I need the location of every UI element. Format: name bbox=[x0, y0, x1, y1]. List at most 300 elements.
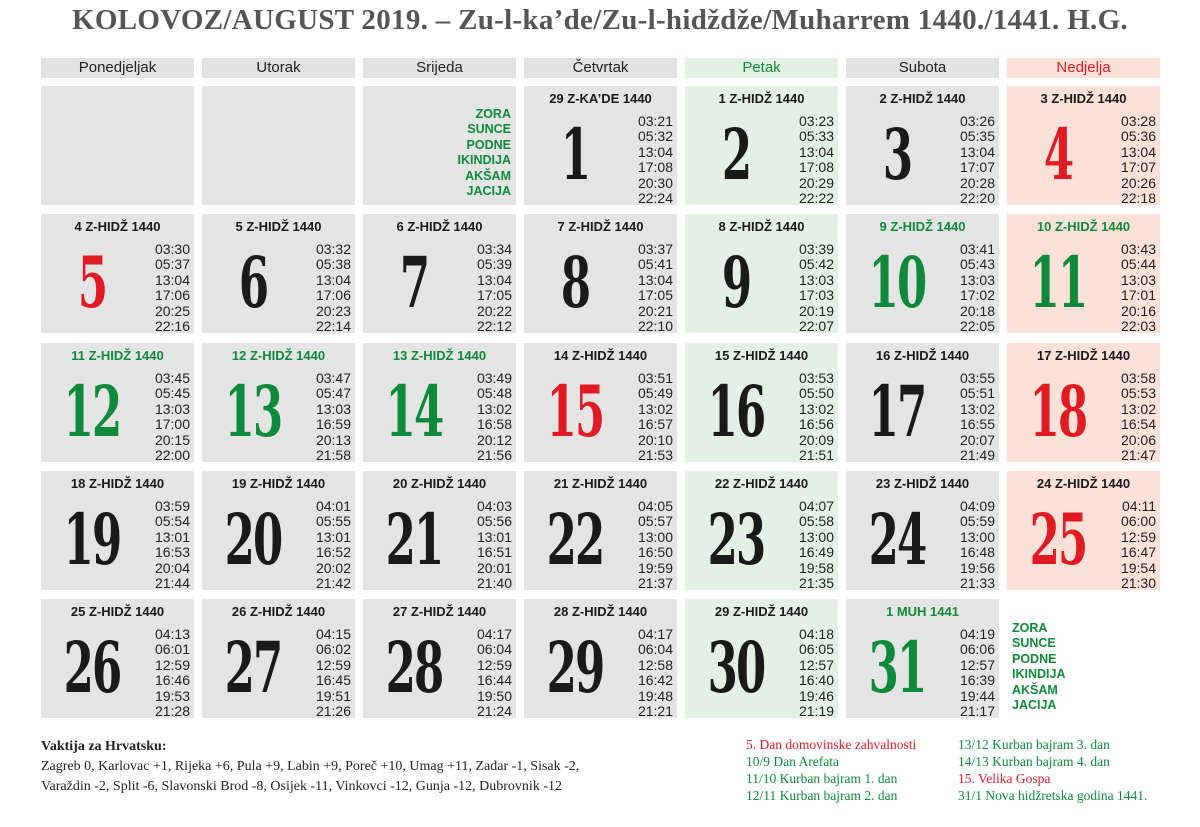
prayer-time: 22:22 bbox=[798, 190, 834, 205]
hijri-date: 25 Z-HIDŽ 1440 bbox=[70, 604, 165, 619]
prayer-time: 03:30 bbox=[154, 241, 190, 257]
prayer-time: 17:03 bbox=[798, 287, 834, 304]
prayer-time: 20:16 bbox=[1120, 302, 1156, 319]
day-cell-23 bbox=[685, 471, 838, 590]
day-header-5: Petak bbox=[685, 58, 838, 78]
prayer-name: ZORA bbox=[1012, 621, 1048, 635]
prayer-time: 16:44 bbox=[476, 672, 512, 689]
prayer-time: 16:54 bbox=[1120, 416, 1156, 433]
prayer-time: 22:05 bbox=[959, 318, 995, 333]
day-number: 12 bbox=[63, 370, 121, 453]
prayer-times bbox=[1121, 371, 1156, 462]
prayer-time: 04:03 bbox=[476, 498, 512, 514]
prayer-time: 04:17 bbox=[637, 626, 673, 642]
prayer-time: 20:26 bbox=[1120, 174, 1156, 191]
prayer-names-top bbox=[363, 107, 511, 199]
prayer-time: 16:57 bbox=[637, 416, 673, 433]
prayer-name: AKŠAM bbox=[1012, 682, 1058, 697]
day-cell-14 bbox=[363, 343, 516, 462]
holiday-item: 14/13 Kurban bajram 4. dan bbox=[958, 754, 1110, 769]
prayer-time: 17:02 bbox=[959, 287, 995, 304]
prayer-time: 20:22 bbox=[476, 302, 512, 319]
prayer-time: 05:41 bbox=[637, 256, 673, 273]
vaktija-title: Vaktija za Hrvatsku: bbox=[41, 739, 167, 754]
prayer-time: 21:19 bbox=[798, 703, 834, 718]
prayer-times bbox=[960, 499, 995, 590]
hijri-date: 27 Z-HIDŽ 1440 bbox=[392, 604, 487, 619]
prayer-time: 21:44 bbox=[154, 575, 190, 590]
prayer-time: 17:01 bbox=[1120, 287, 1156, 304]
day-number: 2 bbox=[721, 113, 751, 196]
prayer-time: 05:47 bbox=[315, 385, 351, 402]
day-cell-5 bbox=[41, 214, 194, 333]
prayer-time: 19:59 bbox=[637, 559, 673, 576]
prayer-time: 05:55 bbox=[315, 513, 351, 530]
empty-cell bbox=[41, 86, 194, 205]
prayer-time: 03:41 bbox=[959, 241, 995, 257]
prayer-time: 05:48 bbox=[476, 385, 512, 402]
prayer-time: 13:04 bbox=[1120, 143, 1156, 160]
day-number: 14 bbox=[385, 370, 443, 453]
prayer-times bbox=[799, 114, 834, 205]
prayer-time: 16:51 bbox=[476, 544, 512, 561]
day-number: 29 bbox=[546, 626, 604, 709]
day-cell-29 bbox=[524, 599, 677, 718]
prayer-time: 22:00 bbox=[154, 447, 190, 462]
prayer-times bbox=[1121, 499, 1156, 590]
prayer-time: 05:44 bbox=[1120, 256, 1156, 273]
day-number: 24 bbox=[868, 498, 926, 581]
prayer-name: JACIJA bbox=[466, 184, 511, 199]
prayer-time: 13:02 bbox=[637, 400, 673, 417]
hijri-date: 1 MUH 1441 bbox=[886, 604, 959, 619]
day-cell-28 bbox=[363, 599, 516, 718]
day-number: 25 bbox=[1029, 498, 1087, 581]
prayer-time: 06:02 bbox=[315, 641, 351, 658]
prayer-time: 21:42 bbox=[315, 575, 351, 590]
prayer-time: 04:07 bbox=[798, 498, 834, 514]
day-cell-30 bbox=[685, 599, 838, 718]
hijri-date: 23 Z-HIDŽ 1440 bbox=[875, 476, 970, 491]
prayer-time: 05:35 bbox=[959, 128, 995, 145]
prayer-time: 03:32 bbox=[315, 241, 351, 257]
prayer-time: 03:59 bbox=[154, 498, 190, 514]
hijri-date: 2 Z-HIDŽ 1440 bbox=[879, 91, 966, 106]
prayer-name: PODNE bbox=[1012, 651, 1057, 666]
day-cell-27 bbox=[202, 599, 355, 718]
empty-cell bbox=[202, 86, 355, 205]
prayer-time: 21:56 bbox=[476, 447, 512, 462]
prayer-time: 20:15 bbox=[154, 431, 190, 448]
prayer-time: 17:06 bbox=[315, 287, 351, 304]
prayer-time: 16:39 bbox=[959, 672, 995, 689]
day-cell-7 bbox=[363, 214, 516, 333]
prayer-times bbox=[960, 242, 995, 333]
prayer-time: 13:01 bbox=[476, 528, 512, 545]
prayer-time: 20:01 bbox=[476, 559, 512, 576]
prayer-time: 22:18 bbox=[1120, 190, 1156, 205]
day-cell-31 bbox=[846, 599, 999, 718]
prayer-time: 03:45 bbox=[154, 370, 190, 386]
prayer-time: 12:59 bbox=[154, 656, 190, 673]
prayer-time: 03:21 bbox=[637, 113, 673, 129]
day-cell-10 bbox=[846, 214, 999, 333]
day-cell-1 bbox=[524, 86, 677, 205]
prayer-time: 06:00 bbox=[1120, 513, 1156, 530]
prayer-times bbox=[638, 627, 673, 718]
day-cell-20 bbox=[202, 471, 355, 590]
prayer-time: 22:24 bbox=[637, 190, 673, 205]
prayer-time: 19:48 bbox=[637, 687, 673, 704]
prayer-time: 04:11 bbox=[1122, 498, 1156, 514]
prayer-times bbox=[477, 242, 512, 333]
prayer-time: 06:05 bbox=[798, 641, 834, 658]
prayer-time: 21:47 bbox=[1120, 447, 1156, 462]
day-number: 4 bbox=[1043, 113, 1073, 196]
day-header-6: Subota bbox=[846, 58, 999, 78]
prayer-time: 21:58 bbox=[315, 447, 351, 462]
prayer-time: 03:53 bbox=[798, 370, 834, 386]
hijri-date: 24 Z-HIDŽ 1440 bbox=[1036, 476, 1131, 491]
prayer-time: 19:56 bbox=[959, 559, 995, 576]
prayer-time: 20:09 bbox=[798, 431, 834, 448]
vaktija-info bbox=[41, 737, 579, 797]
prayer-time: 05:50 bbox=[798, 385, 834, 402]
day-number: 10 bbox=[868, 241, 926, 324]
day-number: 28 bbox=[385, 626, 443, 709]
day-cell-9 bbox=[685, 214, 838, 333]
prayer-time: 04:15 bbox=[315, 626, 351, 642]
hijri-date: 9 Z-HIDŽ 1440 bbox=[879, 219, 966, 234]
hijri-date: 22 Z-HIDŽ 1440 bbox=[714, 476, 809, 491]
holiday-list-1 bbox=[746, 736, 916, 804]
prayer-time: 05:33 bbox=[798, 128, 834, 145]
hijri-date: 12 Z-HIDŽ 1440 bbox=[231, 348, 326, 363]
day-header-2: Utorak bbox=[202, 58, 355, 78]
day-number: 8 bbox=[560, 241, 590, 324]
prayer-time: 19:44 bbox=[959, 687, 995, 704]
day-number: 20 bbox=[224, 498, 282, 581]
prayer-time: 16:53 bbox=[154, 544, 190, 561]
day-number: 6 bbox=[238, 241, 268, 324]
prayer-time: 12:57 bbox=[798, 656, 834, 673]
prayer-times bbox=[960, 114, 995, 205]
day-number: 9 bbox=[721, 241, 751, 324]
prayer-time: 13:03 bbox=[154, 400, 190, 417]
prayer-time: 22:14 bbox=[315, 318, 351, 333]
prayer-time: 05:45 bbox=[154, 385, 190, 402]
day-number: 18 bbox=[1029, 370, 1087, 453]
prayer-time: 21:53 bbox=[637, 447, 673, 462]
prayer-time: 03:43 bbox=[1120, 241, 1156, 257]
prayer-times bbox=[799, 242, 834, 333]
prayer-time: 05:32 bbox=[637, 128, 673, 145]
holiday-item: 10/9 Dan Arefata bbox=[746, 754, 839, 769]
prayer-time: 13:00 bbox=[959, 528, 995, 545]
prayer-name: ZORA bbox=[475, 107, 511, 121]
prayer-times bbox=[155, 371, 190, 462]
prayer-time: 13:03 bbox=[1120, 271, 1156, 288]
prayer-time: 20:02 bbox=[315, 559, 351, 576]
holiday-item: 15. Velika Gospa bbox=[958, 771, 1051, 786]
prayer-times bbox=[316, 499, 351, 590]
hijri-date: 29 Z-KA’DE 1440 bbox=[549, 91, 652, 106]
prayer-time: 19:53 bbox=[154, 687, 190, 704]
day-cell-13 bbox=[202, 343, 355, 462]
prayer-name: AKŠAM bbox=[465, 168, 511, 183]
prayer-time: 21:30 bbox=[1120, 575, 1156, 590]
prayer-time: 17:06 bbox=[154, 287, 190, 304]
prayer-time: 20:30 bbox=[637, 174, 673, 191]
prayer-time: 17:08 bbox=[798, 159, 834, 176]
prayer-times bbox=[1121, 242, 1156, 333]
prayer-time: 12:59 bbox=[476, 656, 512, 673]
prayer-time: 13:02 bbox=[1120, 400, 1156, 417]
day-cell-21 bbox=[363, 471, 516, 590]
prayer-time: 05:56 bbox=[476, 513, 512, 530]
prayer-time: 13:02 bbox=[798, 400, 834, 417]
prayer-times bbox=[316, 627, 351, 718]
prayer-time: 21:37 bbox=[637, 575, 673, 590]
prayer-time: 22:20 bbox=[959, 190, 995, 205]
prayer-time: 16:40 bbox=[798, 672, 834, 689]
day-header-4: Četvrtak bbox=[524, 58, 677, 78]
prayer-name: IKINDIJA bbox=[1012, 667, 1066, 682]
prayer-time: 03:51 bbox=[637, 370, 673, 386]
prayer-time: 12:57 bbox=[959, 656, 995, 673]
prayer-times bbox=[638, 114, 673, 205]
prayer-time: 06:06 bbox=[959, 641, 995, 658]
day-number: 15 bbox=[546, 370, 604, 453]
prayer-time: 03:39 bbox=[798, 241, 834, 257]
day-cell-2 bbox=[685, 86, 838, 205]
prayer-name: SUNCE bbox=[467, 122, 511, 137]
prayer-time: 13:01 bbox=[154, 528, 190, 545]
prayer-times bbox=[638, 499, 673, 590]
prayer-times bbox=[960, 627, 995, 718]
day-cell-3 bbox=[846, 86, 999, 205]
prayer-time: 21:28 bbox=[154, 703, 190, 718]
prayer-times bbox=[799, 371, 834, 462]
prayer-time: 21:51 bbox=[798, 447, 834, 462]
prayer-time: 04:13 bbox=[154, 626, 190, 642]
prayer-time: 20:06 bbox=[1120, 431, 1156, 448]
prayer-time: 21:24 bbox=[476, 703, 512, 718]
prayer-time: 16:58 bbox=[476, 416, 512, 433]
prayer-time: 20:25 bbox=[154, 302, 190, 319]
prayer-time: 05:36 bbox=[1120, 128, 1156, 145]
prayer-time: 04:09 bbox=[959, 498, 995, 514]
prayer-time: 13:04 bbox=[959, 143, 995, 160]
prayer-time: 16:50 bbox=[637, 544, 673, 561]
prayer-time: 03:28 bbox=[1120, 113, 1156, 129]
day-cell-8 bbox=[524, 214, 677, 333]
prayer-time: 17:05 bbox=[637, 287, 673, 304]
hijri-date: 18 Z-HIDŽ 1440 bbox=[70, 476, 165, 491]
prayer-time: 03:26 bbox=[959, 113, 995, 129]
hijri-date: 16 Z-HIDŽ 1440 bbox=[875, 348, 970, 363]
prayer-time: 21:35 bbox=[798, 575, 834, 590]
prayer-time: 04:18 bbox=[798, 626, 834, 642]
day-number: 22 bbox=[546, 498, 604, 581]
prayer-time: 17:07 bbox=[1120, 159, 1156, 176]
hijri-date: 4 Z-HIDŽ 1440 bbox=[74, 219, 161, 234]
day-number: 26 bbox=[63, 626, 121, 709]
hijri-date: 14 Z-HIDŽ 1440 bbox=[553, 348, 648, 363]
day-cell-6 bbox=[202, 214, 355, 333]
prayer-time: 20:07 bbox=[959, 431, 995, 448]
prayer-time: 03:23 bbox=[798, 113, 834, 129]
day-cell-19 bbox=[41, 471, 194, 590]
page-title: KOLOVOZ/AUGUST 2019. – Zu-l-ka’de/Zu-l-hidždže/Muharrem 1440./1441. H.G. bbox=[72, 4, 1128, 36]
hijri-date: 20 Z-HIDŽ 1440 bbox=[392, 476, 487, 491]
day-header-7: Nedjelja bbox=[1007, 58, 1160, 78]
day-number: 5 bbox=[77, 241, 107, 324]
hijri-date: 3 Z-HIDŽ 1440 bbox=[1040, 91, 1127, 106]
prayer-time: 13:00 bbox=[798, 528, 834, 545]
day-cell-12 bbox=[41, 343, 194, 462]
holiday-list-2 bbox=[958, 736, 1147, 804]
prayer-time: 20:19 bbox=[798, 302, 834, 319]
hijri-date: 6 Z-HIDŽ 1440 bbox=[396, 219, 483, 234]
prayer-time: 20:21 bbox=[637, 302, 673, 319]
prayer-time: 13:04 bbox=[637, 143, 673, 160]
prayer-time: 22:16 bbox=[154, 318, 190, 333]
prayer-times bbox=[638, 242, 673, 333]
prayer-time: 21:49 bbox=[959, 447, 995, 462]
prayer-times bbox=[799, 627, 834, 718]
prayer-time: 03:55 bbox=[959, 370, 995, 386]
prayer-name: SUNCE bbox=[1012, 636, 1056, 651]
prayer-time: 16:46 bbox=[154, 672, 190, 689]
prayer-time: 16:49 bbox=[798, 544, 834, 561]
prayer-time: 05:53 bbox=[1120, 385, 1156, 402]
day-number: 30 bbox=[707, 626, 765, 709]
prayer-time: 13:04 bbox=[798, 143, 834, 160]
hijri-date: 7 Z-HIDŽ 1440 bbox=[557, 219, 644, 234]
hijri-date: 21 Z-HIDŽ 1440 bbox=[553, 476, 648, 491]
prayer-time: 22:03 bbox=[1120, 318, 1156, 333]
day-number: 1 bbox=[560, 113, 590, 196]
prayer-time: 22:07 bbox=[798, 318, 834, 333]
day-cell-16 bbox=[685, 343, 838, 462]
prayer-time: 03:49 bbox=[476, 370, 512, 386]
prayer-time: 05:37 bbox=[154, 256, 190, 273]
hijri-date: 5 Z-HIDŽ 1440 bbox=[235, 219, 322, 234]
prayer-time: 16:45 bbox=[315, 672, 351, 689]
prayer-times bbox=[799, 499, 834, 590]
prayer-names-bottom bbox=[1012, 621, 1065, 713]
prayer-time: 13:00 bbox=[637, 528, 673, 545]
prayer-time: 22:10 bbox=[637, 318, 673, 333]
prayer-time: 21:40 bbox=[476, 575, 512, 590]
prayer-time: 19:51 bbox=[315, 687, 351, 704]
prayer-time: 04:05 bbox=[637, 498, 673, 514]
prayer-time: 13:04 bbox=[154, 271, 190, 288]
prayer-time: 05:39 bbox=[476, 256, 512, 273]
prayer-time: 06:04 bbox=[476, 641, 512, 658]
prayer-time: 05:43 bbox=[959, 256, 995, 273]
prayer-time: 05:59 bbox=[959, 513, 995, 530]
prayer-times bbox=[155, 499, 190, 590]
prayer-time: 16:42 bbox=[637, 672, 673, 689]
day-cell-11 bbox=[1007, 214, 1160, 333]
prayer-time: 05:49 bbox=[637, 385, 673, 402]
prayer-times bbox=[960, 371, 995, 462]
day-number: 3 bbox=[882, 113, 912, 196]
holiday-item: 31/1 Nova hidžretska godina 1441. bbox=[958, 788, 1148, 803]
prayer-time: 17:08 bbox=[637, 159, 673, 176]
prayer-time: 21:33 bbox=[959, 575, 995, 590]
prayer-time: 12:59 bbox=[1120, 528, 1156, 545]
prayer-time: 16:48 bbox=[959, 544, 995, 561]
prayer-time: 05:58 bbox=[798, 513, 834, 530]
prayer-time: 13:02 bbox=[476, 400, 512, 417]
prayer-time: 19:50 bbox=[476, 687, 512, 704]
prayer-times bbox=[638, 371, 673, 462]
prayer-times bbox=[316, 242, 351, 333]
prayer-time: 13:03 bbox=[959, 271, 995, 288]
prayer-time: 16:52 bbox=[315, 544, 351, 561]
day-header-1: Ponedjeljak bbox=[41, 58, 194, 78]
day-number: 17 bbox=[868, 370, 926, 453]
prayer-time: 05:42 bbox=[798, 256, 834, 273]
day-cell-25 bbox=[1007, 471, 1160, 590]
prayer-time: 13:04 bbox=[315, 271, 351, 288]
day-number: 16 bbox=[707, 370, 765, 453]
prayer-times bbox=[155, 242, 190, 333]
prayer-time: 05:51 bbox=[959, 385, 995, 402]
day-cell-22 bbox=[524, 471, 677, 590]
day-number: 11 bbox=[1029, 241, 1087, 324]
hijri-date: 28 Z-HIDŽ 1440 bbox=[553, 604, 648, 619]
prayer-time: 21:21 bbox=[637, 703, 673, 718]
day-cell-17 bbox=[846, 343, 999, 462]
prayer-times bbox=[316, 371, 351, 462]
vaktija-line-1: Zagreb 0, Karlovac +1, Rijeka +6, Pula +9, Labin +9, Poreč +10, Umag +11, Zadar -1, Sisak -2, bbox=[41, 759, 580, 774]
prayer-time: 20:10 bbox=[637, 431, 673, 448]
prayer-name: PODNE bbox=[466, 137, 511, 152]
prayer-time: 20:18 bbox=[959, 302, 995, 319]
prayer-name: IKINDIJA bbox=[457, 153, 511, 168]
prayer-time: 20:12 bbox=[476, 431, 512, 448]
prayer-time: 20:23 bbox=[315, 302, 351, 319]
prayer-time: 19:58 bbox=[798, 559, 834, 576]
prayer-time: 12:59 bbox=[315, 656, 351, 673]
prayer-time: 16:47 bbox=[1120, 544, 1156, 561]
hijri-date: 13 Z-HIDŽ 1440 bbox=[392, 348, 487, 363]
day-cell-18 bbox=[1007, 343, 1160, 462]
day-cell-4 bbox=[1007, 86, 1160, 205]
hijri-date: 8 Z-HIDŽ 1440 bbox=[718, 219, 805, 234]
day-number: 19 bbox=[63, 498, 121, 581]
prayer-time: 20:28 bbox=[959, 174, 995, 191]
hijri-date: 1 Z-HIDŽ 1440 bbox=[718, 91, 805, 106]
prayer-time: 17:07 bbox=[959, 159, 995, 176]
day-number: 7 bbox=[399, 241, 429, 324]
day-number: 21 bbox=[385, 498, 443, 581]
prayer-time: 20:29 bbox=[798, 174, 834, 191]
prayer-time: 03:58 bbox=[1120, 370, 1156, 386]
prayer-time: 16:55 bbox=[959, 416, 995, 433]
prayer-time: 21:17 bbox=[959, 703, 995, 718]
hijri-date: 17 Z-HIDŽ 1440 bbox=[1036, 348, 1131, 363]
prayer-time: 04:01 bbox=[315, 498, 351, 514]
prayer-name: JACIJA bbox=[1012, 698, 1057, 713]
prayer-time: 13:04 bbox=[637, 271, 673, 288]
hijri-date: 11 Z-HIDŽ 1440 bbox=[71, 348, 164, 363]
hijri-date: 26 Z-HIDŽ 1440 bbox=[231, 604, 326, 619]
